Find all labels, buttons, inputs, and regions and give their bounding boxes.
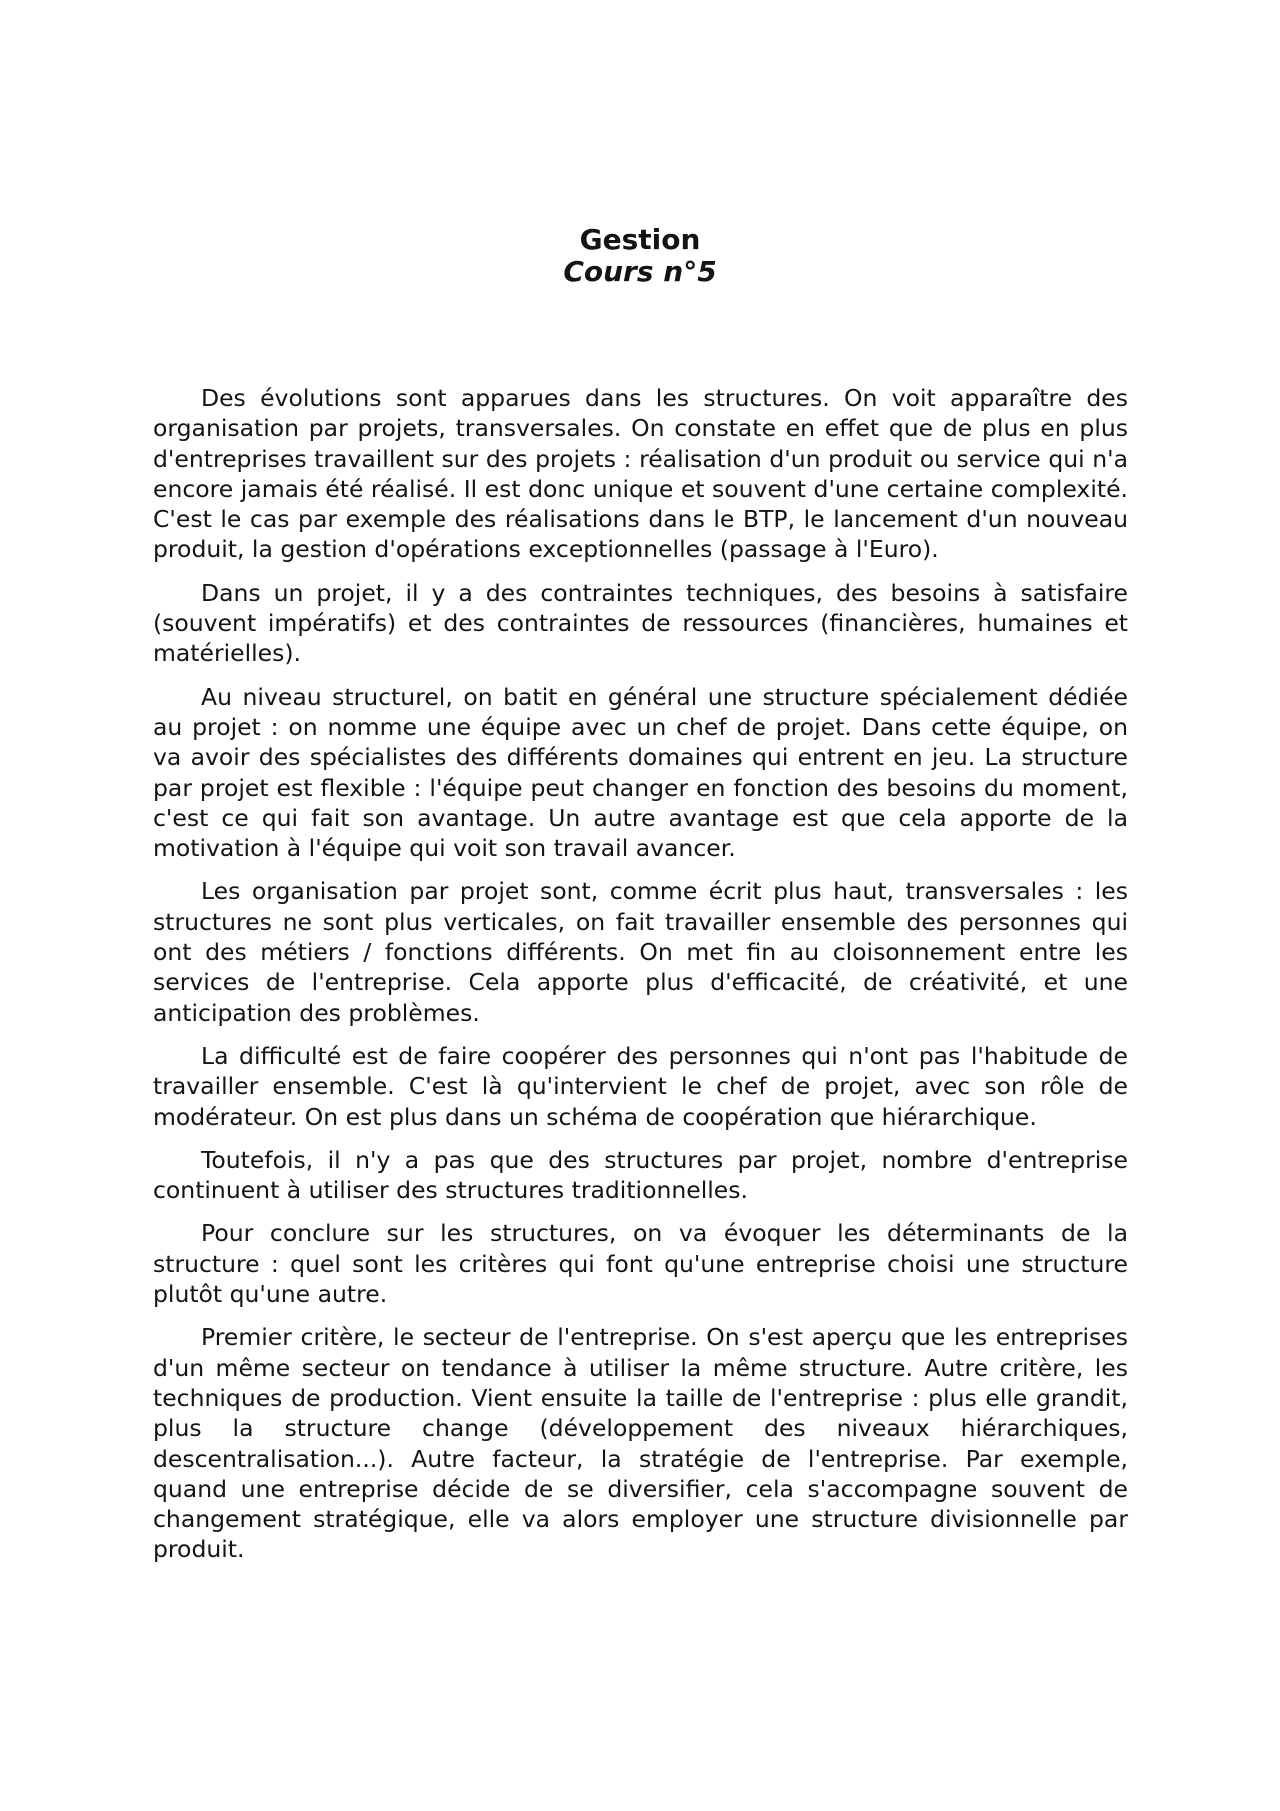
document-title: Gestion [579, 223, 701, 256]
paragraph-2: Dans un projet, il y a des contraintes techniques, des besoins à satisfaire (souvent impératifs) et des contraintes de ressources (financières, humaines et matérielles). [153, 578, 1128, 668]
document-body [153, 383, 1128, 1578]
paragraph-3: Au niveau structurel, on batit en général une structure spécialement dédiée au projet : on nomme une équipe avec un chef de projet. Dans cette équipe, on va avoir des spécialistes des différents domaines qui entrent en jeu. La structure par projet est flexible : l'équipe peut changer en fonction des besoins du moment, c'est ce qui fait son avantage. Un autre avantage est que cela apporte de la motivation à l'équipe qui voit son travail avancer. [153, 682, 1128, 863]
paragraph-8: Premier critère, le secteur de l'entreprise. On s'est aperçu que les entreprises d'un même secteur on tendance à utiliser la même structure. Autre critère, les techniques de production. Vient ensuite la taille de l'entreprise : plus elle grandit, plus la structure change (développement des niveaux hiérarchiques, descentralisation...). Autre facteur, la stratégie de l'entreprise. Par exemple, quand une entreprise décide de se diversifier, cela s'accompagne souvent de changement stratégique, elle va alors employer une structure divisionnelle par produit. [153, 1323, 1128, 1564]
paragraph-7: Pour conclure sur les structures, on va évoquer les déterminants de la structure : quel sont les critères qui font qu'une entreprise choisi une structure plutôt qu'une autre. [153, 1219, 1128, 1309]
paragraph-5: La difficulté est de faire coopérer des personnes qui n'ont pas l'habitude de travailler ensemble. C'est là qu'intervient le chef de projet, avec son rôle de modérateur. On est plus dans un schéma de coopération que hiérarchique. [153, 1041, 1128, 1131]
paragraph-4: Les organisation par projet sont, comme écrit plus haut, transversales : les structures ne sont plus verticales, on fait travailler ensemble des personnes qui ont des métiers / fonctions différents. On met fin au cloisonnement entre les services de l'entreprise. Cela apporte plus d'efficacité, de créativité, et une anticipation des problèmes. [153, 877, 1128, 1027]
paragraph-1: Des évolutions sont apparues dans les structures. On voit apparaître des organisation par projets, transversales. On constate en effet que de plus en plus d'entreprises travaillent sur des projets : réalisation d'un produit ou service qui n'a encore jamais été réalisé. Il est donc unique et souvent d'une certaine complexité. C'est le cas par exemple des réalisations dans le BTP, le lancement d'un nouveau produit, la gestion d'opérations exceptionnelles (passage à l'Euro). [153, 384, 1128, 564]
document-subtitle: Cours n°5 [563, 255, 717, 288]
document-header [0, 224, 1280, 288]
paragraph-6: Toutefois, il n'y a pas que des structures par projet, nombre d'entreprise continuent à utiliser des structures traditionnelles. [153, 1145, 1128, 1205]
